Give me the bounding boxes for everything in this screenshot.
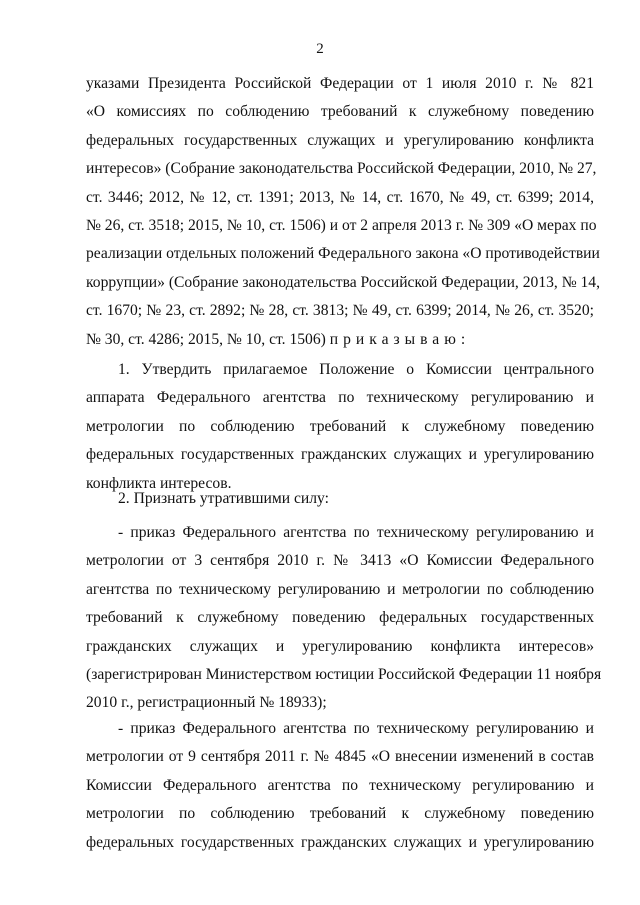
text-line: метрологии по соблюдению требований к служебному поведению	[86, 417, 594, 435]
text-line: (зарегистрирован Министерством юстиции Российской Федерации 11 ноября	[86, 666, 602, 684]
text-line: - приказ Федерального агентства по техническому регулированию и	[118, 720, 594, 737]
text-line: 2. Признать утратившими силу:	[118, 490, 329, 507]
text-line: метрологии от 3 сентября 2010 г. № 3413 «О Комиссии Федерального	[86, 552, 594, 570]
text-line: метрологии от 9 сентября 2011 г. № 4845 «О внесении изменений в состав	[86, 748, 594, 766]
text-line: Комиссии Федерального агентства по техническому регулированию и	[86, 776, 594, 794]
text-line: конфликта интересов.	[86, 474, 232, 492]
text-line: ст. 3446; 2012, № 12, ст. 1391; 2013, № 14, ст. 1670, № 49, ст. 6399; 2014,	[86, 188, 594, 206]
text-line: 2010 г., регистрационный № 18933);	[86, 694, 327, 712]
text-line-prefix: № 30, ст. 4286; 2015, № 10, ст. 1506)	[86, 330, 326, 348]
text-line: № 26, ст. 3518; 2015, № 10, ст. 1506) и от 2 апреля 2013 г. № 309 «О мерах по	[86, 217, 597, 235]
text-line: коррупции» (Собрание законодательства Российской Федерации, 2013, № 14,	[86, 273, 600, 291]
repealed-order-2-paragraph	[86, 715, 594, 857]
text-line: федеральных государственных гражданских служащих и урегулированию	[86, 833, 594, 851]
text-line: реализации отдельных положений Федерального закона «О противодействии	[86, 245, 600, 263]
text-line: указами Президента Российской Федерации от 1 июля 2010 г. № 821	[86, 75, 594, 92]
text-line: «О комиссиях по соблюдению требований к служебному поведению	[86, 103, 594, 121]
text-line: агентства по техническому регулированию и метрологии по соблюдению	[86, 580, 594, 598]
item-1-paragraph	[86, 356, 594, 498]
page-number: 2	[316, 41, 324, 57]
text-line: 1. Утвердить прилагаемое Положение о Комиссии центрального	[118, 361, 594, 378]
text-line: - приказ Федерального агентства по техническому регулированию и	[118, 524, 594, 541]
order-word: приказываю:	[329, 330, 471, 348]
text-line: ст. 1670; № 23, ст. 2892; № 28, ст. 3813; № 49, ст. 6399; 2014, № 26, ст. 3520;	[86, 302, 594, 320]
text-line	[86, 326, 594, 354]
repealed-order-1-paragraph	[86, 519, 602, 718]
preamble-paragraph	[86, 70, 600, 354]
text-line: интересов» (Собрание законодательства Российской Федерации, 2010, № 27,	[86, 160, 597, 178]
text-line: метрологии по соблюдению требований к служебному поведению	[86, 805, 594, 823]
text-line: требований к служебному поведению федеральных государственных	[86, 609, 594, 627]
text-line: федеральных государственных гражданских служащих и урегулированию	[86, 446, 594, 464]
text-line: федеральных государственных служащих и урегулированию конфликта	[86, 131, 594, 149]
item-2-paragraph	[86, 485, 594, 513]
text-line: гражданских служащих и урегулированию конфликта интересов»	[86, 637, 594, 655]
text-line: аппарата Федерального агентства по техническому регулированию и	[86, 389, 594, 407]
